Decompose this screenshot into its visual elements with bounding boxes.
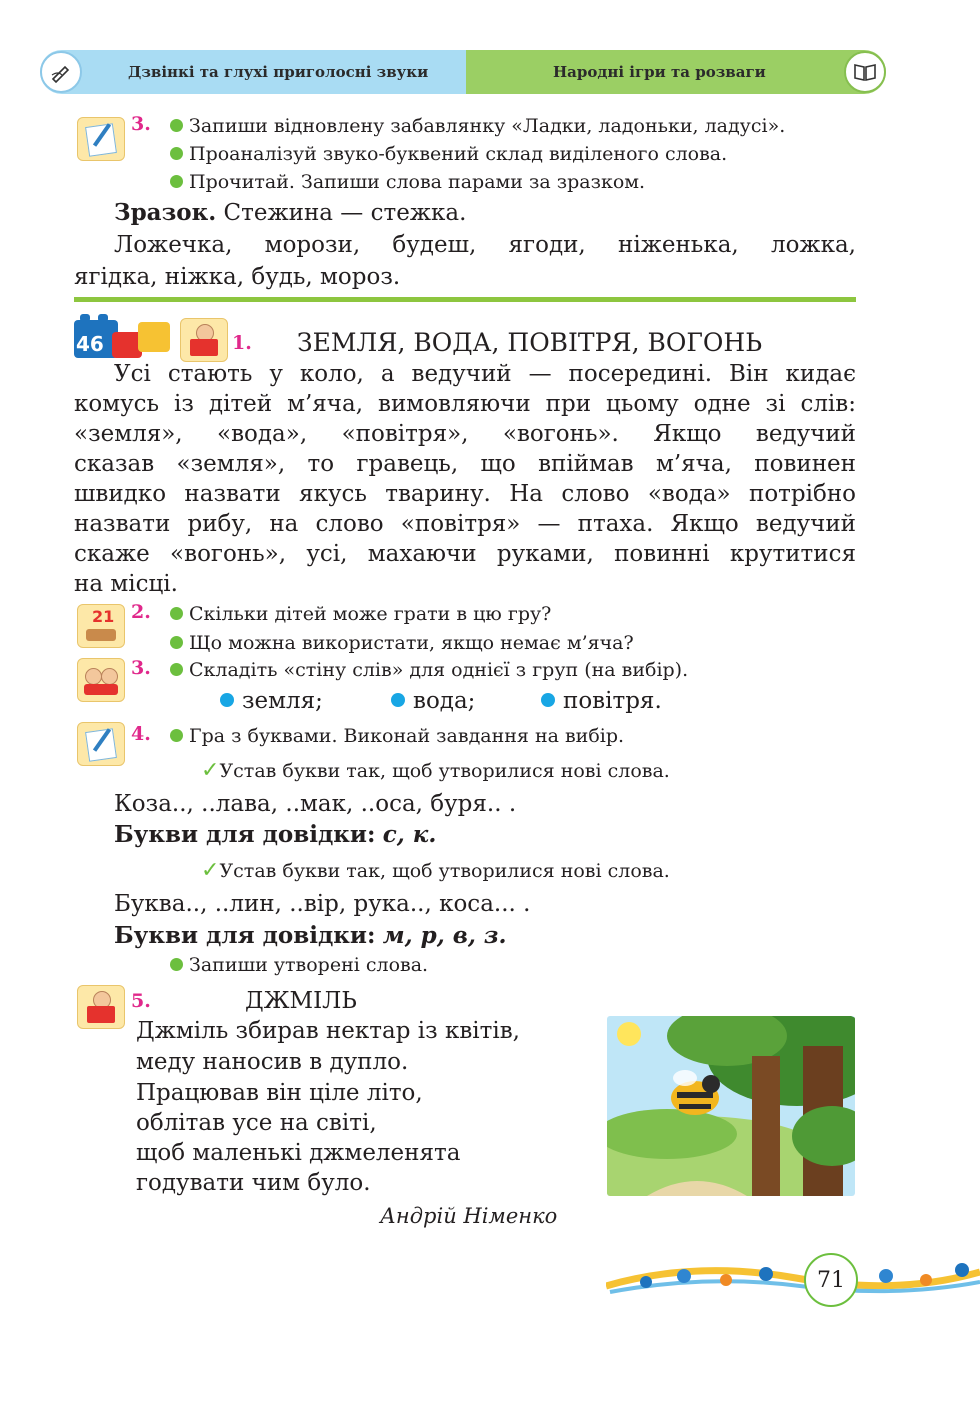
poem-author: Андрій Німенко	[380, 1204, 558, 1228]
game-text-line: швидко назвати якусь тварину. На слово «вода» потрібно	[74, 481, 856, 507]
bumblebee-illustration	[607, 1016, 855, 1196]
poem-line: годувати чим було.	[136, 1170, 371, 1196]
write-task-icon	[77, 722, 125, 766]
bullet-icon	[170, 147, 183, 160]
game-text-line: «земля», «вода», «повітря», «вогонь». Якщо ведучий	[74, 421, 856, 447]
game-text-line: на місці.	[74, 571, 178, 597]
task-line: Скільки дітей може грати в цю гру?	[170, 600, 551, 628]
instruction-line: ✓Устав букви так, щоб утворилися нові слова.	[201, 758, 670, 783]
task-line: Запиши утворені слова.	[170, 951, 428, 979]
word-option: повітря.	[541, 686, 662, 716]
poem-line: меду наносив в дупло.	[136, 1049, 409, 1075]
task-line: Прочитай. Запиши слова парами за зразком.	[170, 168, 645, 196]
reading-child-icon	[77, 985, 125, 1029]
hint-line: Букви для довідки: м, р, в, з.	[114, 922, 507, 949]
bullet-icon	[170, 175, 183, 188]
book-icon	[844, 51, 886, 93]
poem-line: Працював він ціле літо,	[136, 1080, 423, 1106]
game-text-line: Усі стають у коло, а ведучий — посередині. Він кидає	[114, 361, 856, 387]
header-right-title: Народні ігри та розваги	[553, 63, 766, 81]
hint-line: Букви для довідки: с, к.	[114, 821, 437, 848]
game-text-line: комусь із дітей м’яча, вимовляючи при цьому одне зі слів:	[74, 391, 856, 417]
task-number: 4.	[131, 723, 151, 745]
page-header	[40, 50, 886, 94]
words-line: Ложечка, морози, будеш, ягоди, ніженька, ложка,	[114, 232, 856, 258]
task-badge: 21	[92, 607, 115, 626]
bullet-icon	[220, 693, 234, 707]
game-text-line: скаже «вогонь», усі, махаючи руками, повинні крутитися	[74, 541, 856, 567]
word-option: вода;	[391, 686, 475, 716]
task-number: 5.	[131, 990, 151, 1012]
floral-ornament	[606, 1246, 980, 1310]
bullet-icon	[170, 607, 183, 620]
bullet-icon	[170, 119, 183, 132]
task-line: Проаналізуй звуко-буквений склад виділеного слова.	[170, 140, 727, 168]
bullet-icon	[391, 693, 405, 707]
lesson-number: 46	[76, 332, 104, 356]
word-option: земля;	[220, 686, 323, 716]
task-number: 3.	[131, 657, 151, 679]
task-line: Складіть «стіну слів» для однієї з груп (на вибір).	[170, 656, 688, 684]
bullet-icon	[170, 729, 183, 742]
words-line: ягідка, ніжка, будь, мороз.	[74, 264, 401, 290]
task-number: 3.	[131, 113, 151, 135]
bullet-icon	[541, 693, 555, 707]
poem-title: ДЖМІЛЬ	[245, 988, 357, 1014]
instruction-line: ✓Устав букви так, щоб утворилися нові слова.	[201, 858, 670, 883]
write-task-icon	[77, 117, 125, 161]
exercise-words: Буква.., ..лин, ..вір, рука.., коса... .	[114, 891, 531, 917]
pen-icon	[40, 51, 82, 93]
exercise-words: Коза.., ..лава, ..мак, ..оса, буря.. .	[114, 791, 517, 817]
bullet-icon	[170, 958, 183, 971]
task-line: Запиши відновлену забавлянку «Ладки, ладоньки, ладусі».	[170, 112, 785, 140]
poem-line: щоб маленькі джмеленята	[136, 1140, 461, 1166]
discussion-icon	[77, 604, 125, 648]
page-number: 71	[804, 1253, 858, 1307]
bullet-icon	[170, 663, 183, 676]
task-line: Гра з буквами. Виконай завдання на вибір.	[170, 722, 624, 750]
poem-line: Джміль збирав нектар із квітів,	[136, 1018, 520, 1044]
game-text-line: назвати рибу, на слово «повітря» — птаха. Якщо ведучий	[74, 511, 856, 537]
game-title: ЗЕМЛЯ, ВОДА, ПОВІТРЯ, ВОГОНЬ	[297, 328, 763, 357]
section-divider	[74, 297, 856, 302]
poem-line: облітав усе на світі,	[136, 1110, 377, 1136]
lesson-blocks-icon	[74, 314, 172, 360]
checkmark-icon: ✓	[201, 758, 220, 783]
header-left-title: Дзвінкі та глухі приголосні звуки	[128, 63, 429, 81]
checkmark-icon: ✓	[201, 858, 220, 883]
reading-child-icon	[180, 318, 228, 362]
task-number: 2.	[131, 601, 151, 623]
sample-line: Зразок. Стежина — стежка.	[114, 199, 467, 226]
task-line: Що можна використати, якщо немає м’яча?	[170, 629, 634, 657]
task-number: 1.	[232, 332, 252, 354]
game-text-line: сказав «земля», то гравець, що впіймав м’яча, повинен	[74, 451, 856, 477]
bullet-icon	[170, 636, 183, 649]
group-work-icon	[77, 658, 125, 702]
